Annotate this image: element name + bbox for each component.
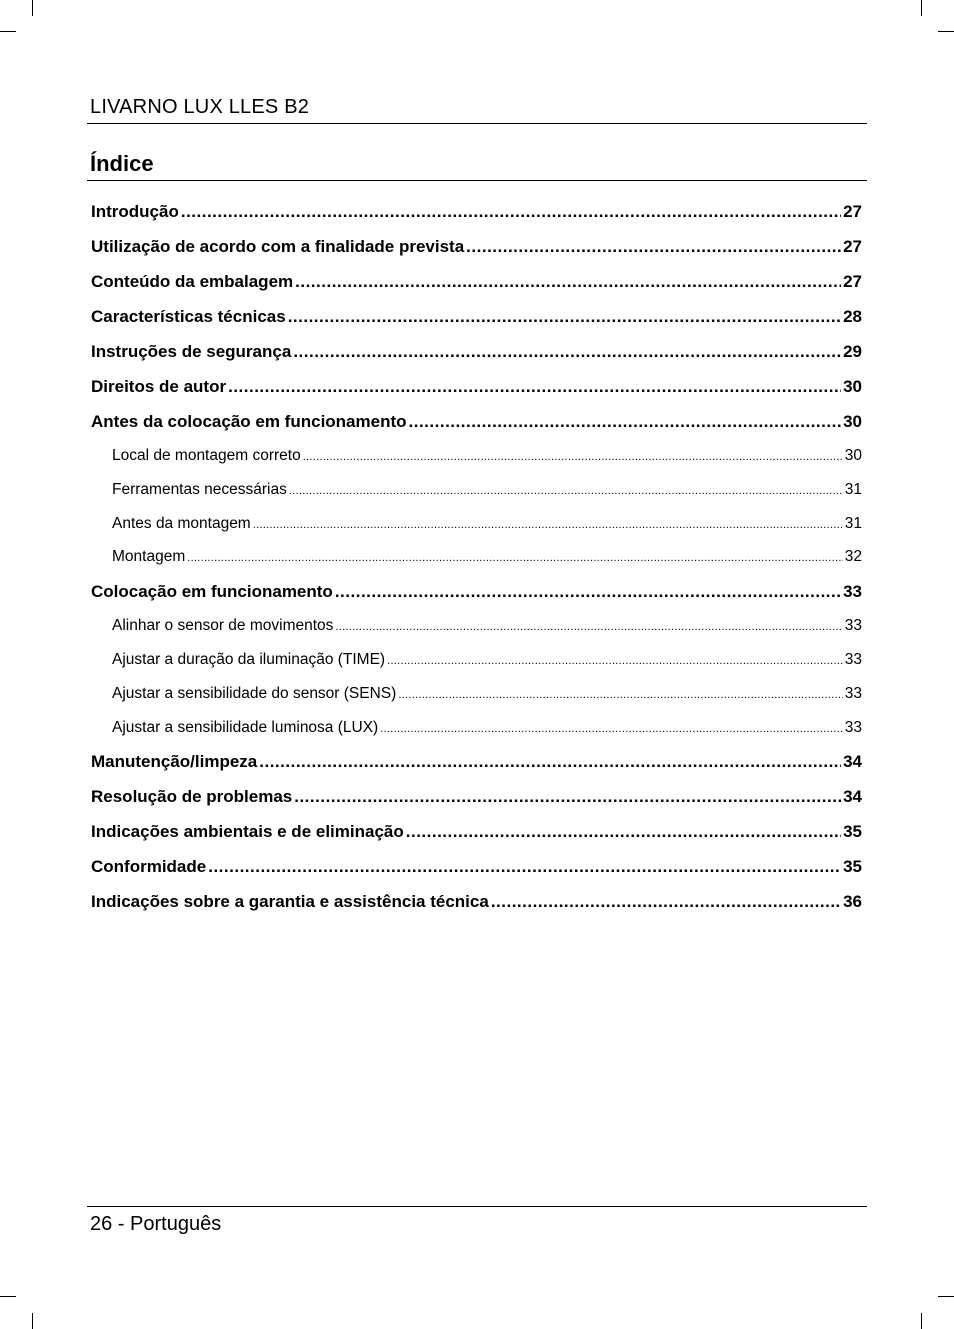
toc-subentry[interactable]: [91, 617, 862, 651]
toc-entry-label: Indicações ambientais e de eliminação: [91, 822, 404, 842]
toc-entry-page: 31: [844, 514, 862, 532]
dot-leader: [294, 787, 841, 807]
toc-entry-label: Indicações sobre a garantia e assistência técnica: [91, 892, 489, 912]
toc-entry-page: 35: [843, 857, 862, 877]
toc-entry-page: 33: [844, 617, 862, 635]
dot-leader: [387, 651, 843, 669]
toc-entry-label: Manutenção/limpeza: [91, 752, 258, 772]
toc-subentry[interactable]: [91, 719, 862, 753]
toc-entry-page: 35: [843, 822, 862, 842]
dot-leader: [335, 617, 842, 635]
toc-entry-page: 34: [843, 787, 862, 807]
dot-leader: [491, 892, 841, 912]
toc-entry[interactable]: [91, 342, 862, 377]
toc-entry-page: 30: [843, 377, 862, 396]
dot-leader: [466, 237, 841, 257]
toc-entry[interactable]: [91, 237, 862, 272]
dot-leader: [259, 752, 841, 772]
dot-leader: [293, 342, 841, 362]
toc-entry[interactable]: [91, 412, 862, 447]
toc-entry-page: 32: [844, 548, 862, 566]
toc-entry-label: Características técnicas: [91, 307, 286, 326]
crop-mark: [0, 1296, 16, 1297]
toc-entry-label: Alinhar o sensor de movimentos: [112, 617, 334, 635]
table-of-contents: [91, 202, 862, 927]
toc-entry-label: Ferramentas necessárias: [112, 480, 287, 498]
crop-mark: [32, 0, 33, 16]
toc-entry-label: Antes da colocação em funcionamento: [91, 412, 407, 431]
toc-entry[interactable]: [91, 822, 862, 857]
toc-entry-page: 27: [843, 237, 862, 256]
toc-entry-label: Ajustar a duração da iluminação (TIME): [112, 650, 386, 668]
toc-entry[interactable]: [91, 892, 862, 927]
crop-mark: [938, 1296, 954, 1297]
toc-entry-label: Conteúdo da embalagem: [91, 272, 294, 291]
toc-entry[interactable]: [91, 787, 862, 822]
toc-subentry[interactable]: [91, 447, 862, 481]
dot-leader: [295, 272, 841, 292]
toc-entry[interactable]: [91, 377, 862, 412]
toc-entry-label: Introdução: [91, 202, 179, 221]
dot-leader: [335, 582, 841, 602]
page-number-label: 26 - Português: [90, 1213, 222, 1235]
toc-entry-page: 29: [843, 342, 862, 361]
toc-entry-page: 33: [844, 650, 862, 668]
toc-entry-label: Instruções de segurança: [91, 342, 292, 361]
title-rule: [87, 180, 867, 181]
toc-entry[interactable]: [91, 202, 862, 237]
toc-entry-page: 27: [843, 202, 862, 221]
toc-entry-label: Local de montagem correto: [112, 447, 301, 464]
toc-entry-label: Colocação em funcionamento: [91, 582, 333, 602]
toc-entry-label: Utilização de acordo com a finalidade prevista: [91, 237, 465, 256]
toc-entry[interactable]: [91, 582, 862, 617]
toc-entry-page: 33: [843, 582, 862, 602]
crop-mark: [0, 31, 16, 32]
toc-entry-label: Ajustar a sensibilidade do sensor (SENS): [112, 684, 397, 702]
header-rule: [87, 123, 867, 124]
toc-entry-page: 31: [844, 480, 862, 498]
crop-mark: [921, 0, 922, 16]
toc-entry-page: 33: [844, 718, 862, 736]
toc-subentry[interactable]: [91, 548, 862, 582]
dot-leader: [289, 481, 843, 499]
toc-entry-label: Ajustar a sensibilidade luminosa (LUX): [112, 718, 379, 736]
crop-mark: [921, 1313, 922, 1329]
product-title: LIVARNO LUX LLES B2: [90, 96, 310, 118]
toc-entry-page: 28: [843, 307, 862, 326]
toc-entry-label: Resolução de problemas: [91, 787, 293, 807]
dot-leader: [228, 377, 841, 397]
dot-leader: [398, 685, 842, 703]
dot-leader: [303, 447, 843, 465]
toc-subentry[interactable]: [91, 651, 862, 685]
dot-leader: [406, 822, 841, 842]
toc-entry-page: 36: [843, 892, 862, 912]
toc-entry-page: 30: [844, 447, 862, 464]
crop-mark: [938, 31, 954, 32]
toc-entry-label: Conformidade: [91, 857, 207, 877]
toc-entry-page: 30: [843, 412, 862, 431]
dot-leader: [409, 412, 842, 432]
toc-entry-page: 27: [843, 272, 862, 291]
toc-entry-page: 34: [843, 752, 862, 772]
toc-subentry[interactable]: [91, 481, 862, 515]
dot-leader: [380, 719, 843, 737]
toc-subentry[interactable]: [91, 515, 862, 549]
dot-leader: [208, 857, 841, 877]
toc-entry[interactable]: [91, 752, 862, 787]
dot-leader: [181, 202, 841, 222]
toc-entry-label: Antes da montagem: [112, 514, 251, 532]
crop-mark: [32, 1313, 33, 1329]
toc-entry[interactable]: [91, 272, 862, 307]
page-title: Índice: [90, 151, 154, 176]
dot-leader: [288, 307, 841, 327]
toc-entry[interactable]: [91, 857, 862, 892]
toc-entry-label: Montagem: [112, 548, 186, 566]
dot-leader: [253, 515, 843, 533]
dot-leader: [187, 548, 843, 566]
footer-rule: [87, 1206, 867, 1207]
toc-entry[interactable]: [91, 307, 862, 342]
toc-entry-label: Direitos de autor: [91, 377, 227, 396]
toc-subentry[interactable]: [91, 685, 862, 719]
toc-entry-page: 33: [844, 684, 862, 702]
